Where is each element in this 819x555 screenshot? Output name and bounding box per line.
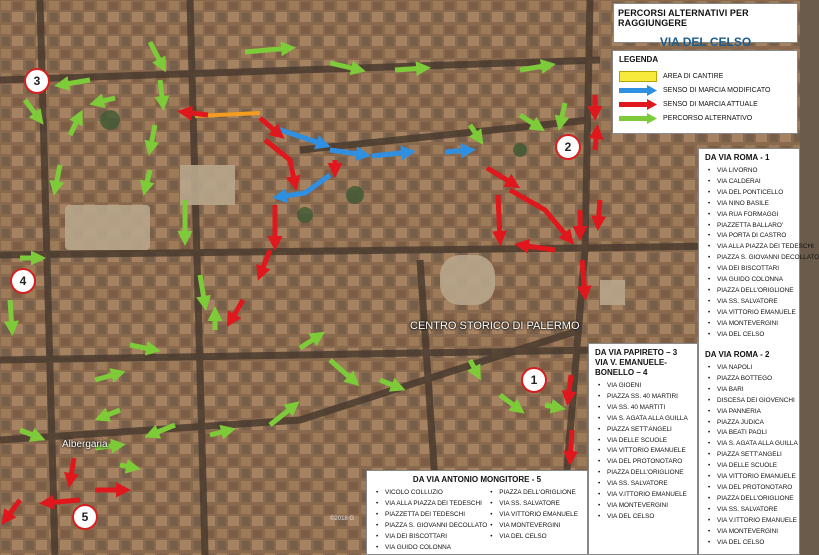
route-item: • VIA VITTORIO EMANUELE [607, 446, 691, 457]
route-title: DA VIA ANTONIO MONGITORE - 5 [412, 475, 542, 484]
route-title: DA VIA ROMA - 2 [705, 350, 770, 359]
route-item: • VIA GUIDO COLONNA [717, 275, 793, 286]
route-item: • VIA V.ITTORIO EMANUELE [607, 490, 691, 501]
route-item: • PIAZZA DELL'ORIGLIONE [717, 494, 793, 505]
route-item: • PIAZZA JUDICA [717, 418, 793, 429]
route-item: • PIAZZA DELL'ORIGLIONE [499, 488, 581, 499]
route-item: • VIA ALLA PIAZZA DEI TEDESCHI [717, 242, 793, 253]
route-item: • VIA VITTORIO EMANUELE [717, 308, 793, 319]
legend-label: SENSO DI MARCIA MODIFICATO [663, 86, 771, 94]
blue-arrow-icon [619, 85, 657, 96]
route-item: • PIAZZA S. GIOVANNI DECOLLATO [717, 253, 793, 264]
route-item: • VIA SS. SALVATORE [607, 479, 691, 490]
route-item: • VIA DELLE SCUOLE [607, 436, 691, 447]
route-item: • PIAZZA DELL'ORIGLIONE [717, 286, 793, 297]
route-item: • PIAZZA SS. 40 MARTIRI [607, 392, 691, 403]
route-list [373, 488, 487, 553]
route-item: • VIA SS. SALVATORE [717, 297, 793, 308]
route-item: • VIA BARI [717, 385, 793, 396]
route-item: • VIA GUIDO COLONNA [385, 543, 487, 554]
legend-title: LEGENDA [619, 55, 659, 64]
route-item: • VIA DEL CELSO [499, 532, 581, 543]
watermark: ©2018 G [330, 516, 355, 522]
marker-3[interactable]: 3 [24, 68, 50, 94]
route-item: • VIA NAPOLI [717, 363, 793, 374]
legend-item-alternative [619, 111, 791, 125]
route-item: • PIAZZA BOTTEGO [717, 374, 793, 385]
route-item: • VIA DEL PONTICELLO [717, 188, 793, 199]
route-item: • VIA V.ITTORIO EMANUELE [717, 516, 793, 527]
legend-label: PERCORSO ALTERNATIVO [663, 114, 753, 122]
route-item: • VIA DEI BISCOTTARI [385, 532, 487, 543]
route-item: • VIA NINO BASILE [717, 199, 793, 210]
route-item: • VIA VITTORIO EMANUELE [717, 472, 793, 483]
marker-4[interactable]: 4 [10, 268, 36, 294]
route-item: • VIA LIVORNO [717, 166, 793, 177]
route-item: • PIAZZA SETT'ANGELI [717, 450, 793, 461]
route-box-roma-2 [698, 346, 800, 555]
route-item: • VIA S. AGATA ALLA GUILLA [607, 414, 691, 425]
route-item: • VIA ALLA PIAZZA DEI TEDESCHI [385, 499, 487, 510]
yellow-swatch-icon [619, 71, 657, 82]
route-box-papireto [588, 343, 698, 555]
route-item: • VIA DEL PROTONOTARO [607, 457, 691, 468]
route-item: • VIA MONTEVERGINI [717, 319, 793, 330]
route-item: • VIA RUA FORMAGGI [717, 210, 793, 221]
route-item: • VICOLO COLLUZIO [385, 488, 487, 499]
route-item: • PIAZZETTA DEI TEDESCHI [385, 510, 487, 521]
route-item: • PIAZZA DELL'ORIGLIONE [607, 468, 691, 479]
route-list [487, 488, 581, 553]
route-list [595, 381, 691, 523]
route-list [705, 166, 819, 341]
route-item: • VIA PANNERIA [717, 407, 793, 418]
route-box-roma-1 [698, 148, 819, 348]
route-item: • VIA DEL CELSO [717, 538, 793, 549]
legend-label: SENSO DI MARCIA ATTUALE [663, 100, 758, 108]
route-item: • VIA S. AGATA ALLA GUILLA [717, 439, 793, 450]
route-item: • VIA CALDERAI [717, 177, 793, 188]
center-label: CENTRO STORICO DI PALERMO [410, 320, 580, 332]
route-item: • VIA DEI BISCOTTARI [717, 264, 793, 275]
route-title: DA VIA ROMA - 1 [705, 153, 770, 162]
route-title: DA VIA PAPIRETO – 3 VIA V. EMANUELE-BONELLO – 4 [595, 348, 678, 377]
route-item: • VIA VITTORIO EMANUELE [499, 510, 581, 521]
marker-1[interactable]: 1 [521, 367, 547, 393]
route-item: • VIA SS. 40 MARTITI [607, 403, 691, 414]
route-item: • VIA MONTEVERGINI [499, 521, 581, 532]
route-item: • VIA SS. SALVATORE [717, 505, 793, 516]
route-item: • VIA PORTA DI CASTRO [717, 231, 793, 242]
legend-item-current [619, 97, 791, 111]
route-item: • VIA DEL PROTONOTARO [717, 483, 793, 494]
route-item: • VIA DELLE SCUOLE [717, 461, 793, 472]
title-line2: VIA DEL CELSO [659, 35, 752, 49]
legend [612, 50, 798, 134]
legend-label: AREA DI CANTIRE [663, 72, 724, 80]
route-item: • VIA DEL CELSO [717, 330, 793, 341]
route-item: • VIA SS. SALVATORE [499, 499, 581, 510]
route-item: • VIA BEATI PAOLI [717, 428, 793, 439]
legend-item-construction [619, 69, 791, 83]
route-item: • VIA DEL CELSO [607, 512, 691, 523]
legend-item-modified [619, 83, 791, 97]
route-list [705, 363, 798, 548]
route-item: • VIA GIOENI [607, 381, 691, 392]
green-arrow-icon [619, 113, 657, 124]
route-item: • DISCESA DEI GIOVENCHI [717, 396, 793, 407]
title-box [613, 3, 798, 49]
route-item: • PIAZZA SETT'ANGELI [607, 425, 691, 436]
district-label: Albergaria [62, 439, 108, 450]
marker-2[interactable]: 2 [555, 134, 581, 160]
title-line1: PERCORSI ALTERNATIVI PER RAGGIUNGERE [618, 8, 749, 28]
route-item: • VIA MONTEVERGINI [607, 501, 691, 512]
route-item: • PIAZZETTA BALLARO' [717, 221, 793, 232]
marker-5[interactable]: 5 [72, 504, 98, 530]
route-item: • VIA MONTEVERGINI [717, 527, 793, 538]
red-arrow-icon [619, 99, 657, 110]
route-box-mongitore [366, 470, 588, 555]
route-item: • PIAZZA S. GIOVANNI DECOLLATO [385, 521, 487, 532]
